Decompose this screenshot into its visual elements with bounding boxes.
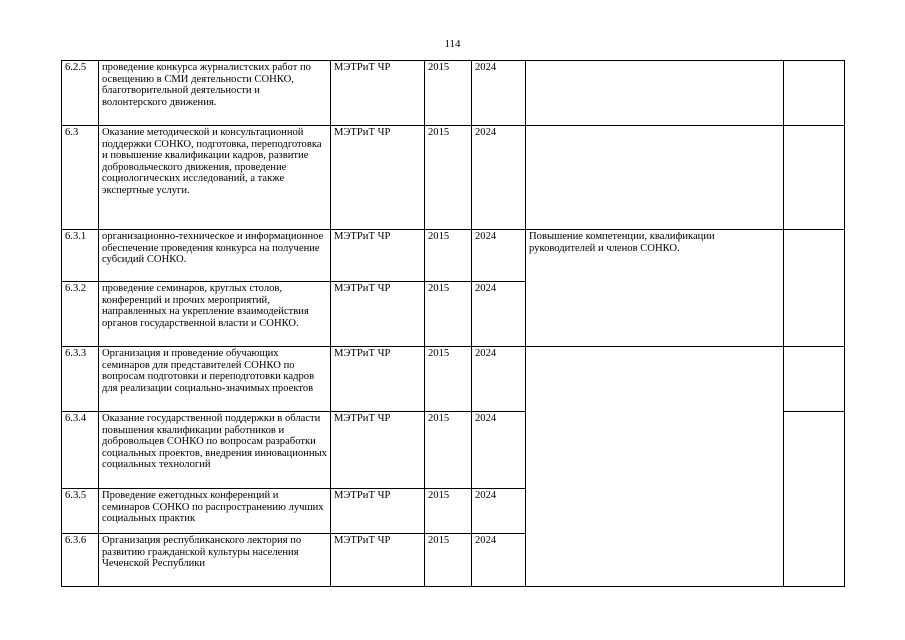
item-number: 6.3.4 <box>62 412 99 489</box>
expected-result-cell <box>526 61 784 126</box>
indicator-cell <box>784 61 845 126</box>
item-start-year: 2015 <box>425 534 472 587</box>
item-end-year: 2024 <box>472 230 526 282</box>
item-executor: МЭТРиТ ЧР <box>331 126 425 230</box>
page-number: 114 <box>444 38 461 50</box>
item-name: Организация и проведение обучающих семинаров для представителей СОНКО по вопросам подготовки и переподготовки кадров для реализации социально-значимых проектов <box>99 347 331 412</box>
item-end-year: 2024 <box>472 489 526 534</box>
table-row-6-3-3 <box>62 347 845 412</box>
item-executor: МЭТРиТ ЧР <box>331 412 425 489</box>
item-number: 6.3.3 <box>62 347 99 412</box>
item-executor: МЭТРиТ ЧР <box>331 489 425 534</box>
item-executor: МЭТРиТ ЧР <box>331 61 425 126</box>
item-name: Оказание методической и консультационной поддержки СОНКО, подготовка, переподготовка и повышение квалификации кадров, развитие добровольческого движения, проведение социологических исследований, а также экспертные услуги. <box>99 126 331 230</box>
item-start-year: 2015 <box>425 412 472 489</box>
indicator-cell <box>784 230 845 347</box>
item-start-year: 2015 <box>425 489 472 534</box>
item-start-year: 2015 <box>425 126 472 230</box>
item-end-year: 2024 <box>472 534 526 587</box>
item-name: проведение конкурса журналистских работ по освещению в СМИ деятельности СОНКО, благотворительной деятельности и волонтерского движения. <box>99 61 331 126</box>
item-number: 6.3.1 <box>62 230 99 282</box>
item-end-year: 2024 <box>472 347 526 412</box>
item-end-year: 2024 <box>472 282 526 347</box>
table-row-6-3-1 <box>62 230 845 282</box>
item-end-year: 2024 <box>472 126 526 230</box>
indicator-cell <box>784 412 845 587</box>
item-executor: МЭТРиТ ЧР <box>331 347 425 412</box>
item-start-year: 2015 <box>425 347 472 412</box>
item-executor: МЭТРиТ ЧР <box>331 282 425 347</box>
item-name: Организация республиканского лектория по развитию гражданской культуры населения Чеченской Республики <box>99 534 331 587</box>
item-start-year: 2015 <box>425 282 472 347</box>
expected-result-cell <box>526 347 784 587</box>
indicator-cell <box>784 347 845 412</box>
item-name: организационно-техническое и информационное обеспечение проведения конкурса на получение субсидий СОНКО. <box>99 230 331 282</box>
table-row-6-2-5 <box>62 61 845 126</box>
item-name: Проведение ежегодных конференций и семинаров СОНКО по распространению лучших социальных практик <box>99 489 331 534</box>
expected-result-cell <box>526 126 784 230</box>
item-number: 6.3.6 <box>62 534 99 587</box>
item-end-year: 2024 <box>472 412 526 489</box>
item-name: Оказание государственной поддержки в области повышения квалификации работников и добровольцев СОНКО по вопросам разработки социальных проектов, внедрения инновационных социальных технологий <box>99 412 331 489</box>
item-executor: МЭТРиТ ЧР <box>331 534 425 587</box>
item-executor: МЭТРиТ ЧР <box>331 230 425 282</box>
table-row-6-3 <box>62 126 845 230</box>
item-end-year: 2024 <box>472 61 526 126</box>
expected-result-cell: Повышение компетенции, квалификации руководителей и членов СОНКО. <box>526 230 784 347</box>
item-number: 6.3.5 <box>62 489 99 534</box>
item-start-year: 2015 <box>425 230 472 282</box>
item-number: 6.3.2 <box>62 282 99 347</box>
item-number: 6.3 <box>62 126 99 230</box>
indicator-cell <box>784 126 845 230</box>
item-number: 6.2.5 <box>62 61 99 126</box>
item-name: проведение семинаров, круглых столов, конференций и прочих мероприятий, направленных на укрепление взаимодействия органов государственной власти и СОНКО. <box>99 282 331 347</box>
measures-table <box>61 60 845 587</box>
item-start-year: 2015 <box>425 61 472 126</box>
